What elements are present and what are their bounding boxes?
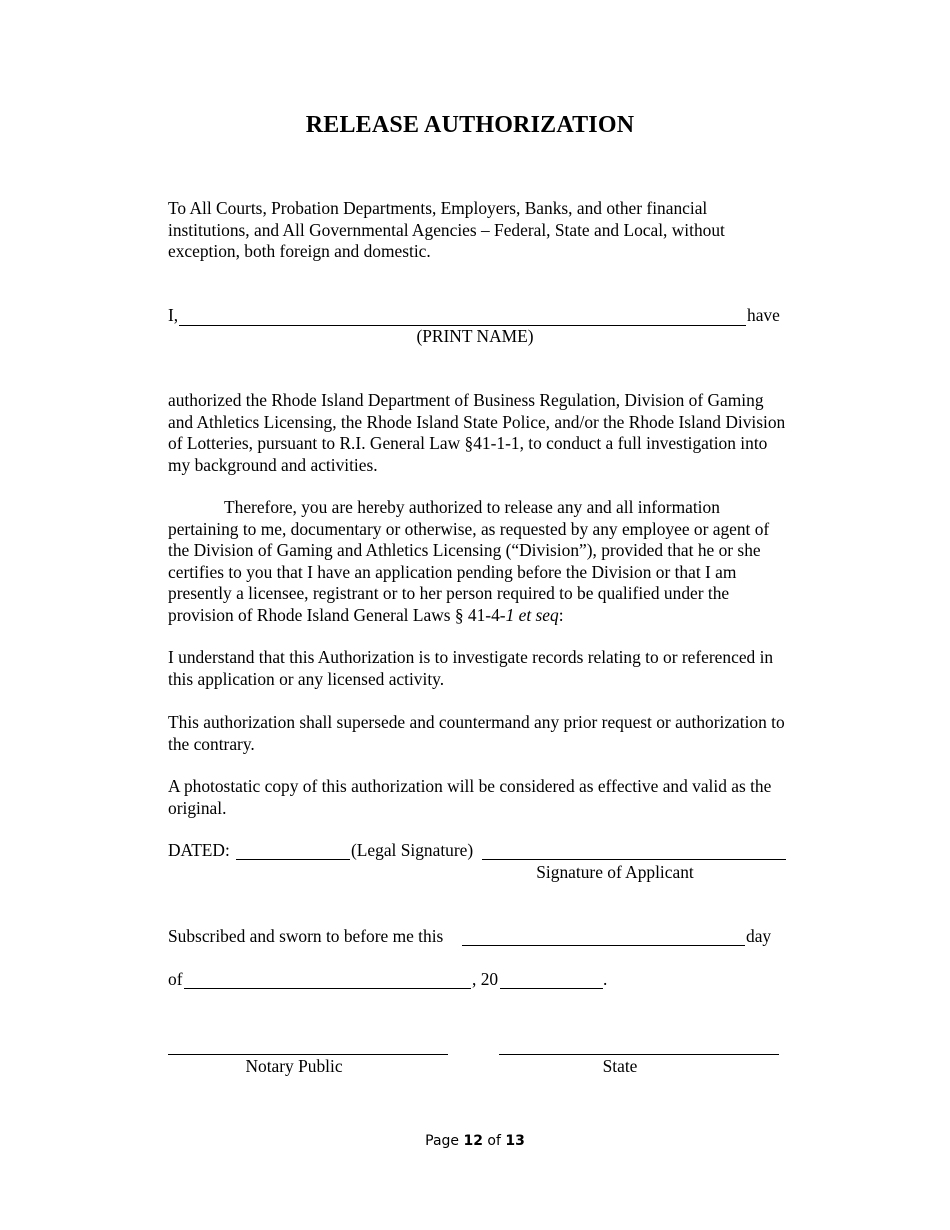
sworn-prefix: Subscribed and sworn to before me this (168, 926, 444, 946)
supersede-paragraph: This authorization shall supersede and countermand any prior request or authorization to the contrary. (168, 712, 785, 754)
footer-page-number: 12 (463, 1133, 483, 1149)
footer-page-word: Page (425, 1133, 460, 1149)
name-prefix: I, (168, 305, 179, 325)
year-end: . (603, 969, 608, 989)
legal-signature-label: (Legal Signature) (351, 840, 474, 860)
print-name-caption: (PRINT NAME) (416, 326, 534, 346)
page-footer (0, 1133, 950, 1149)
year-prefix: , 20 (472, 969, 499, 989)
footer-page-total: 13 (505, 1133, 525, 1149)
dated-label: DATED: (168, 840, 230, 860)
understand-paragraph: I understand that this Authorization is to investigate records relating to or referenced in this application or any licensed activity. (168, 647, 774, 689)
name-suffix: have (747, 305, 780, 325)
month-field[interactable] (184, 988, 471, 989)
therefore-text: Therefore, you are hereby authorized to release any and all information pertaining to me, documentary or otherwise, as requested by any employee or agent of the Division of Gaming and Athletics Licensing (“Division”), provided that he or she certifies to you that I have an application pending before the Division or that I am presently a licensee, registrant or to her person required to be qualified under the provision of Rhode Island General Laws § 41-4- (168, 497, 770, 625)
year-field[interactable] (500, 988, 603, 989)
signature-field[interactable] (482, 859, 786, 860)
state-label: State (602, 1056, 638, 1076)
photostatic-paragraph: A photostatic copy of this authorization will be considered as effective and valid as the original. (168, 776, 772, 818)
notary-signature-field[interactable] (168, 1054, 448, 1055)
authorized-paragraph: authorized the Rhode Island Department of Business Regulation, Division of Gaming and Athletics Licensing, the Rhode Island State Police, and/or the Rhode Island Division of Lotteries, pursuant to R.I. General Law §41-1-1, to conduct a full investigation into my background and activities. (168, 390, 786, 475)
therefore-paragraph (168, 497, 788, 626)
dated-field[interactable] (236, 859, 350, 860)
state-field[interactable] (499, 1054, 779, 1055)
therefore-end: : (558, 604, 564, 625)
sworn-day-field[interactable] (462, 945, 745, 946)
notary-label: Notary Public (245, 1056, 343, 1076)
sworn-suffix: day (746, 926, 772, 946)
document-title: RELEASE AUTHORIZATION (305, 112, 635, 138)
signature-caption: Signature of Applicant (536, 862, 694, 882)
therefore-italic: 1 et seq (505, 604, 559, 625)
footer-of-word: of (487, 1133, 501, 1149)
intro-paragraph: To All Courts, Probation Departments, Employers, Banks, and other financial institutions, and All Governmental Agencies – Federal, State and Local, without exception, both foreign and domestic. (168, 198, 725, 261)
of-label: of (168, 969, 183, 989)
